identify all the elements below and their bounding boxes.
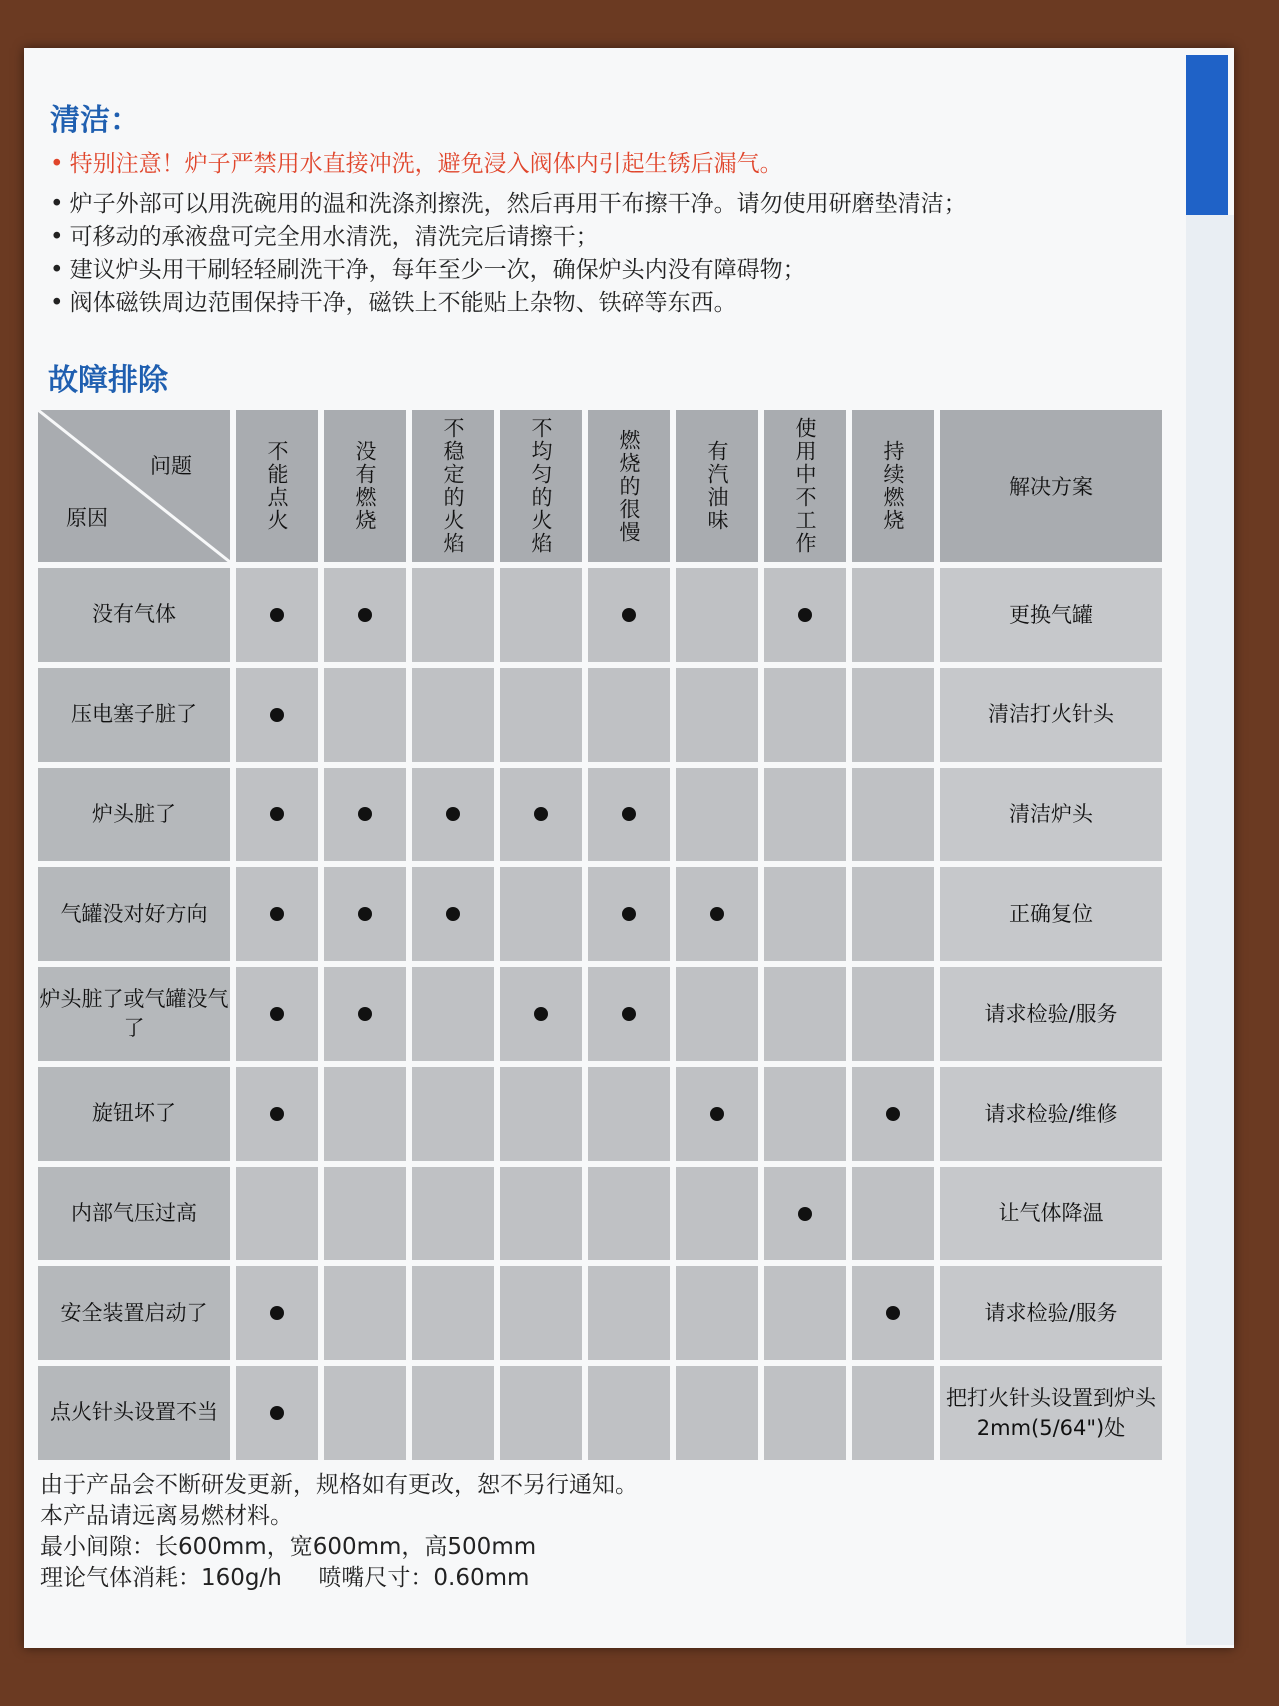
corner-diagonal [38,410,230,562]
matrix-cell [236,1366,318,1460]
matrix-cell [588,568,670,662]
problem-header-label: 使用中不工作 [793,417,817,555]
matrix-cell [764,967,846,1061]
matrix-cell [852,1167,934,1261]
problem-header-label: 没有燃烧 [353,440,377,532]
problem-header [764,410,846,562]
bullet-mark [358,907,372,921]
bullet-mark [446,807,460,821]
bullet-mark [534,807,548,821]
bullet-mark [798,608,812,622]
troubleshooting-table [38,410,1156,1460]
matrix-cell [500,668,582,762]
matrix-cell [588,1266,670,1360]
bullet-mark [358,807,372,821]
cause-cell: 气罐没对好方向 [38,867,230,961]
matrix-cell [764,1167,846,1261]
matrix-cell [324,1366,406,1460]
matrix-cell [676,668,758,762]
matrix-cell [412,668,494,762]
cleaning-item: • 炉子外部可以用洗碗用的温和洗涤剂擦洗，然后再用干布擦干净。请勿使用研磨垫清洁； [50,191,967,217]
problem-header [236,410,318,562]
bullet-mark [270,907,284,921]
cause-cell: 点火针头设置不当 [38,1366,230,1460]
bullet-mark [534,1007,548,1021]
solution-header: 解决方案 [940,410,1162,562]
cause-cell: 安全装置启动了 [38,1266,230,1360]
matrix-cell [676,768,758,862]
problem-header [324,410,406,562]
bullet-mark [622,608,636,622]
cause-label: 原因 [66,506,108,530]
matrix-cell [676,1167,758,1261]
problem-header-label: 持续燃烧 [881,440,905,532]
problem-header-label: 不能点火 [265,440,289,532]
matrix-cell [588,768,670,862]
matrix-cell [324,768,406,862]
matrix-cell [500,967,582,1061]
matrix-cell [412,867,494,961]
bullet-mark [446,907,460,921]
matrix-cell [412,1167,494,1261]
matrix-cell [500,1167,582,1261]
matrix-cell [236,768,318,862]
cause-cell: 内部气压过高 [38,1167,230,1261]
matrix-cell [676,1067,758,1161]
page-edge [1186,215,1234,1645]
matrix-cell [500,1067,582,1161]
matrix-cell [324,568,406,662]
matrix-cell [676,1266,758,1360]
footer-spec: 最小间隙：长600mm，宽600mm，高500mm [40,1534,537,1560]
matrix-cell [412,1067,494,1161]
matrix-cell [500,1266,582,1360]
solution-cell: 让气体降温 [940,1167,1162,1261]
matrix-cell [236,867,318,961]
footer-spec: 理论气体消耗：160g/h 喷嘴尺寸：0.60mm [40,1565,530,1591]
solution-cell: 正确复位 [940,867,1162,961]
solution-cell: 更换气罐 [940,568,1162,662]
matrix-cell [852,1266,934,1360]
matrix-cell [676,867,758,961]
problem-header [588,410,670,562]
matrix-cell [852,768,934,862]
cleaning-item: • 建议炉头用干刷轻轻刷洗干净，每年至少一次，确保炉头内没有障碍物； [50,257,806,283]
matrix-cell [500,867,582,961]
table-corner-header [38,410,230,562]
cleaning-warning: • 特别注意！炉子严禁用水直接冲洗，避免浸入阀体内引起生锈后漏气。 [50,151,783,177]
bullet-mark [798,1207,812,1221]
matrix-cell [324,867,406,961]
matrix-cell [852,568,934,662]
solution-cell: 请求检验/服务 [940,967,1162,1061]
bullet-mark [270,1007,284,1021]
matrix-cell [236,1167,318,1261]
footer-note: 由于产品会不断研发更新，规格如有更改，恕不另行通知。 [40,1472,638,1498]
bullet-mark [270,807,284,821]
cleaning-item: • 阀体磁铁周边范围保持干净，磁铁上不能贴上杂物、铁碎等东西。 [50,290,737,316]
bullet-mark [622,1007,636,1021]
matrix-cell [588,867,670,961]
matrix-cell [412,1366,494,1460]
cleaning-item: • 可移动的承液盘可完全用水清洗，清洗完后请擦干； [50,224,599,250]
blue-tab [1186,55,1228,215]
solution-cell: 请求检验/服务 [940,1266,1162,1360]
matrix-cell [500,568,582,662]
problem-header [676,410,758,562]
matrix-cell [764,668,846,762]
matrix-cell [852,867,934,961]
cleaning-title: 清洁： [50,103,140,138]
matrix-cell [764,1067,846,1161]
problem-header [500,410,582,562]
matrix-cell [852,1067,934,1161]
matrix-cell [764,568,846,662]
problem-header [852,410,934,562]
matrix-cell [236,1266,318,1360]
matrix-cell [852,1366,934,1460]
matrix-cell [324,967,406,1061]
cause-cell: 没有气体 [38,568,230,662]
matrix-cell [588,967,670,1061]
cause-cell: 炉头脏了或气罐没气了 [38,967,230,1061]
matrix-cell [236,668,318,762]
matrix-cell [588,668,670,762]
matrix-cell [764,1266,846,1360]
matrix-cell [852,668,934,762]
cause-cell: 炉头脏了 [38,768,230,862]
problem-header-label: 不稳定的火焰 [441,417,465,555]
matrix-cell [500,1366,582,1460]
matrix-cell [588,1067,670,1161]
matrix-cell [500,768,582,862]
bullet-mark [886,1107,900,1121]
problem-header-label: 有汽油味 [705,440,729,532]
bullet-mark [270,708,284,722]
matrix-cell [588,1366,670,1460]
matrix-cell [764,768,846,862]
bullet-mark [270,1406,284,1420]
matrix-cell [324,668,406,762]
matrix-cell [412,768,494,862]
cause-cell: 旋钮坏了 [38,1067,230,1161]
solution-cell: 清洁打火针头 [940,668,1162,762]
matrix-cell [676,967,758,1061]
problem-header-label: 不均匀的火焰 [529,417,553,555]
matrix-cell [412,967,494,1061]
bullet-mark [270,1306,284,1320]
problem-header [412,410,494,562]
cause-cell: 压电塞子脏了 [38,668,230,762]
matrix-cell [764,1366,846,1460]
matrix-cell [412,568,494,662]
matrix-cell [676,1366,758,1460]
bullet-mark [710,907,724,921]
matrix-cell [676,568,758,662]
bullet-mark [358,608,372,622]
solution-cell: 请求检验/维修 [940,1067,1162,1161]
matrix-cell [324,1266,406,1360]
bullet-mark [710,1107,724,1121]
matrix-cell [852,967,934,1061]
matrix-cell [588,1167,670,1261]
matrix-cell [324,1167,406,1261]
bullet-mark [358,1007,372,1021]
footer-note: 本产品请远离易燃材料。 [40,1503,293,1529]
problem-header-label: 燃烧的很慢 [617,428,641,544]
solution-cell: 清洁炉头 [940,768,1162,862]
troubleshooting-title: 故障排除 [48,363,168,398]
matrix-cell [412,1266,494,1360]
bullet-mark [622,907,636,921]
bullet-mark [886,1306,900,1320]
matrix-cell [236,1067,318,1161]
bullet-mark [270,608,284,622]
solution-cell: 把打火针头设置到炉头2mm(5/64")处 [940,1366,1162,1460]
problem-label: 问题 [150,454,192,478]
matrix-cell [764,867,846,961]
bullet-mark [270,1107,284,1121]
matrix-cell [324,1067,406,1161]
bullet-mark [622,807,636,821]
matrix-cell [236,967,318,1061]
matrix-cell [236,568,318,662]
